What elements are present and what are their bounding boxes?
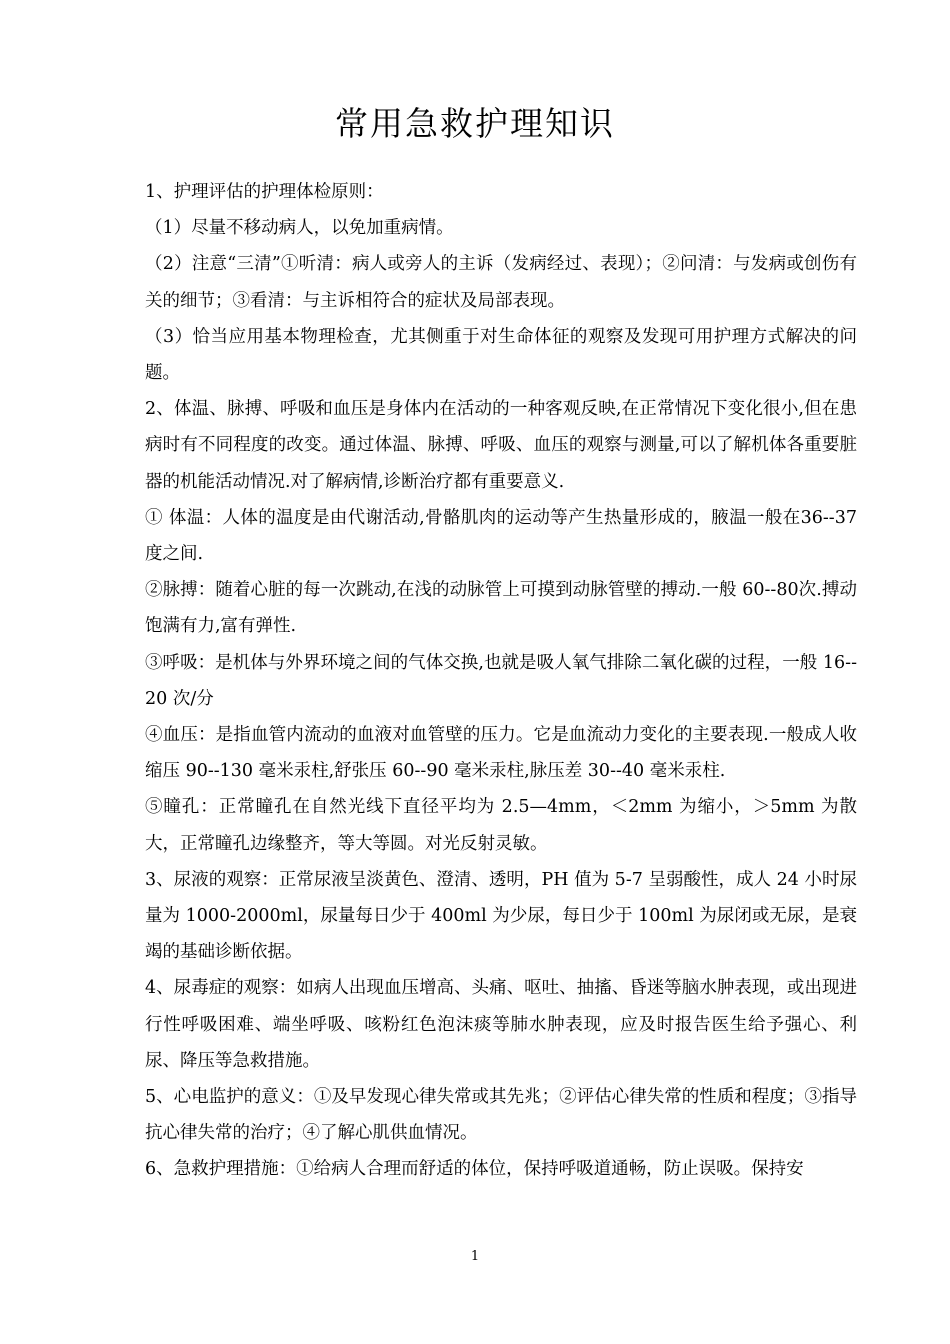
paragraph-12: 4、尿毒症的观察：如病人出现血压增高、头痛、呕吐、抽搐、昏迷等脑水肿表现，或出现进行性呼吸困难、端坐呼吸、咳粉红色泡沫痰等肺水肿表现，应及时报告医生给予强心、利尿、降压等急救措施。 <box>145 978 857 1071</box>
paragraph-9: ④血压：是指血管内流动的血液对血管壁的压力。它是血流动力变化的主要表现.一般成人收缩压 90--130 毫米汞柱,舒张压 60--90 毫米汞柱,脉压差 30--40 毫米汞柱. <box>145 725 857 782</box>
paragraph-11: 3、尿液的观察：正常尿液呈淡黄色、澄清、透明，PH 值为 5-7 呈弱酸性，成人 24 小时尿量为 1000-2000ml，尿量每日少于 400ml 为少尿，每日少于 100ml 为尿闭或无尿，是衰竭的基础诊断依据。 <box>145 869 857 963</box>
paragraph-10: ⑤瞳孔：正常瞳孔在自然光线下直径平均为 2.5—4mm，＜2mm 为缩小，＞5mm 为散大，正常瞳孔边缘整齐，等大等圆。对光反射灵敏。 <box>145 797 857 854</box>
paragraph-4: （3）恰当应用基本物理检查，尤其侧重于对生命体征的观察及发现可用护理方式解决的问题。 <box>145 326 857 384</box>
document-body <box>145 174 857 1188</box>
paragraph-5: 2、体温、脉搏、呼吸和血压是身体内在活动的一种客观反映,在正常情况下变化很小,但在患病时有不同程度的改变。通过体温、脉搏、呼吸、血压的观察与测量,可以了解机体各重要脏器的机能活动情况.对了解病情,诊断治疗都有重要意义. <box>145 399 857 492</box>
document-title: 常用急救护理知识 <box>335 104 615 143</box>
paragraph-2: （1）尽量不移动病人，以免加重病情。 <box>145 218 454 239</box>
page-number: 1 <box>470 1249 480 1264</box>
paragraph-1: 1、护理评估的护理体检原则： <box>145 182 384 202</box>
paragraph-13: 5、心电监护的意义：①及早发现心律失常或其先兆；②评估心律失常的性质和程度；③指导抗心律失常的治疗；④了解心肌供血情况。 <box>145 1087 857 1144</box>
paragraph-6: ① 体温：人体的温度是由代谢活动,骨骼肌肉的运动等产生热量形成的，腋温一般在36--37 度之间. <box>145 507 857 565</box>
paragraph-14: 6、急救护理措施：①给病人合理而舒适的体位，保持呼吸道通畅，防止误吸。保持安 <box>145 1159 804 1180</box>
paragraph-8: ③呼吸：是机体与外界环境之间的气体交换,也就是吸人氧气排除二氧化碳的过程，一般 16--20 次/分 <box>145 652 857 709</box>
paragraph-7: ②脉搏：随着心脏的每一次跳动,在浅的动脉管上可摸到动脉管壁的搏动.一般 60--80次.搏动饱满有力,富有弹性. <box>145 580 857 637</box>
paragraph-3: （2）注意“三清”①听清：病人或旁人的主诉（发病经过、表现）；②问清：与发病或创伤有关的细节；③看清：与主诉相符合的症状及局部表现。 <box>145 254 857 311</box>
